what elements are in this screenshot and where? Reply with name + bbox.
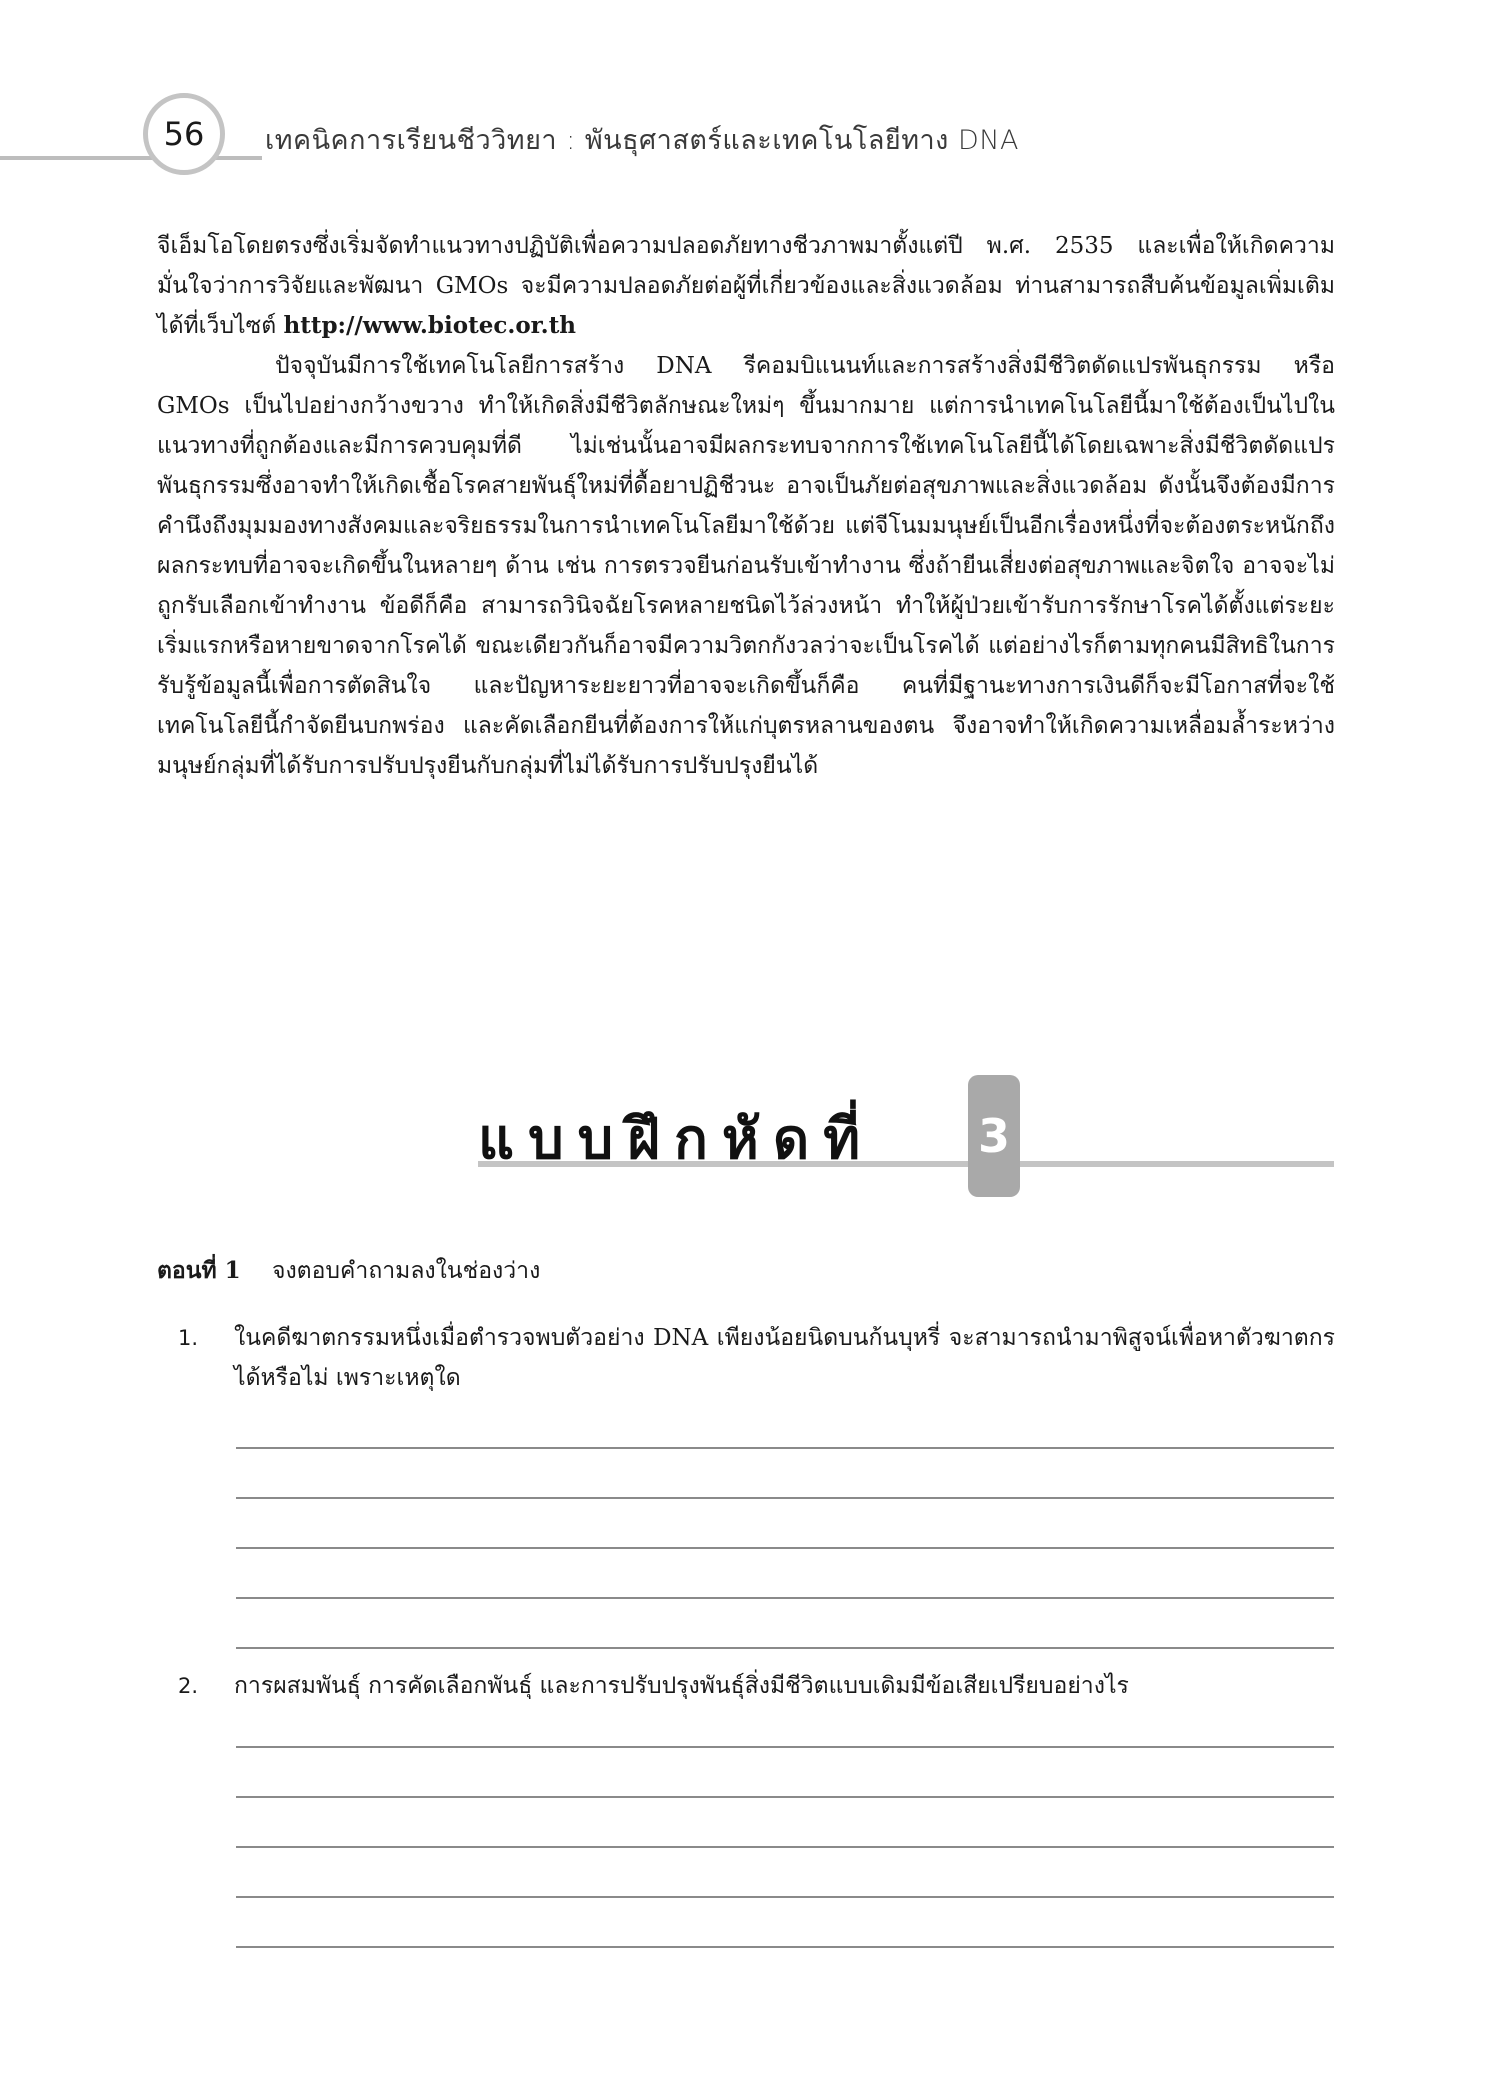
running-head: เทคนิคการเรียนชีววิทยา : พันธุศาสตร์และเทคโนโลยีทาง DNA: [265, 125, 1019, 156]
exercise-number: 3: [977, 1109, 1010, 1163]
part-instruction: จงตอบคำถามลงในช่องว่าง: [271, 1258, 541, 1284]
answer-area-1[interactable]: [236, 1447, 1334, 1697]
page-number-text: 56: [163, 115, 205, 153]
answer-line[interactable]: [236, 1796, 1334, 1798]
header-rule: [0, 156, 262, 160]
page-number: [143, 93, 225, 175]
part-heading: [157, 1253, 540, 1289]
answer-line[interactable]: [236, 1497, 1334, 1499]
exercise-title: แบบฝึกหัดที่: [478, 1107, 875, 1172]
website-link[interactable]: http://www.biotec.or.th: [283, 312, 577, 339]
question-2: [178, 1666, 1335, 1706]
question-2-number: 2.: [178, 1674, 199, 1698]
question-1-number: 1.: [178, 1326, 199, 1350]
answer-line[interactable]: [236, 1547, 1334, 1549]
question-1: [178, 1318, 1335, 1398]
answer-line[interactable]: [236, 1647, 1334, 1649]
answer-line[interactable]: [236, 1946, 1334, 1948]
paragraph-2: ปัจจุบันมีการใช้เทคโนโลยีการสร้าง DNA รีคอมบิแนนท์และการสร้างสิ่งมีชีวิตดัดแปรพันธุกรรม หรือ GMOs เป็นไปอย่างกว้างขวาง ทำให้เกิดสิ่งมีชีวิตลักษณะใหม่ๆ ขึ้นมากมาย แต่การนำเทคโนโลยีนี้มาใช้ต้องเป็นไปในแนวทางที่ถูกต้องและมีการควบคุมที่ดี ไม่เช่นนั้นอาจมีผลกระทบจากการใช้เทคโนโลยีนี้ได้โดยเฉพาะสิ่งมีชีวิตดัดแปรพันธุกรรมซึ่งอาจทำให้เกิดเชื้อโรคสายพันธุ์ใหม่ที่ดื้อยาปฏิชีวนะ อาจเป็นภัยต่อสุขภาพและสิ่งแวดล้อม ดังนั้นจึงต้องมีการคำนึงถึงมุมมองทางสังคมและจริยธรรมในการนำเทคโนโลยีมาใช้ด้วย แต่จีโนมมนุษย์เป็นอีกเรื่องหนึ่งที่จะต้องตระหนักถึงผลกระทบที่อาจจะเกิดขึ้นในหลายๆ ด้าน เช่น การตรวจยีนก่อนรับเข้าทำงาน ซึ่งถ้ายีนเสี่ยงต่อสุขภาพและจิตใจ อาจจะไม่ถูกรับเลือกเข้าทำงาน ข้อดีก็คือ สามารถวินิจฉัยโรคหลายชนิดไว้ล่วงหน้า ทำให้ผู้ป่วยเข้ารับการรักษาโรคได้ตั้งแต่ระยะเริ่มแรกหรือหายขาดจากโรคได้ ขณะเดียวกันก็อาจมีความวิตกกังวลว่าจะเป็นโรคได้ แต่อย่างไรก็ตามทุกคนมีสิทธิในการรับรู้ข้อมูลนี้เพื่อการตัดสินใจ และปัญหาระยะยาวที่อาจจะเกิดขึ้นก็คือ คนที่มีฐานะทางการเงินดีก็จะมีโอกาสที่จะใช้เทคโนโลยีนี้กำจัดยีนบกพร่อง และคัดเลือกยีนที่ต้องการให้แก่บุตรหลานของตน จึงอาจทำให้เกิดความเหลื่อมล้ำระหว่างมนุษย์กลุ่มที่ได้รับการปรับปรุงยีนกับกลุ่มที่ไม่ได้รับการปรับปรุงยีนได้: [157, 353, 1335, 779]
paragraph-1-text: จีเอ็มโอโดยตรงซึ่งเริ่มจัดทำแนวทางปฏิบัติเพื่อความปลอดภัยทางชีวภาพมาตั้งแต่ปี พ.ศ. 2535 และเพื่อให้เกิดความมั่นใจว่าการวิจัยและพัฒนา GMOs จะมีความปลอดภัยต่อผู้ที่เกี่ยวข้องและสิ่งแวดล้อม ท่านสามารถสืบค้นข้อมูลเพิ่มเติมได้ที่เว็บไซต์: [157, 233, 1335, 339]
body-text: [157, 226, 1335, 786]
answer-line[interactable]: [236, 1846, 1334, 1848]
question-2-text: การผสมพันธุ์ การคัดเลือกพันธุ์ และการปรับปรุงพันธุ์สิ่งมีชีวิตแบบเดิมมีข้อเสียเปรียบอย่างไร: [234, 1673, 1129, 1699]
answer-line[interactable]: [236, 1447, 1334, 1449]
answer-area-2[interactable]: [236, 1746, 1334, 1996]
answer-line[interactable]: [236, 1746, 1334, 1748]
part-label: ตอนที่ 1: [157, 1257, 241, 1284]
question-1-text: ในคดีฆาตกรรมหนึ่งเมื่อตำรวจพบตัวอย่าง DNA เพียงน้อยนิดบนก้นบุหรี่ จะสามารถนำมาพิสูจน์เพื่อหาตัวฆาตกรได้หรือไม่ เพราะเหตุใด: [234, 1325, 1335, 1391]
exercise-number-badge: [968, 1075, 1020, 1197]
answer-line[interactable]: [236, 1597, 1334, 1599]
paragraph-1: [157, 226, 1335, 346]
answer-line[interactable]: [236, 1896, 1334, 1898]
